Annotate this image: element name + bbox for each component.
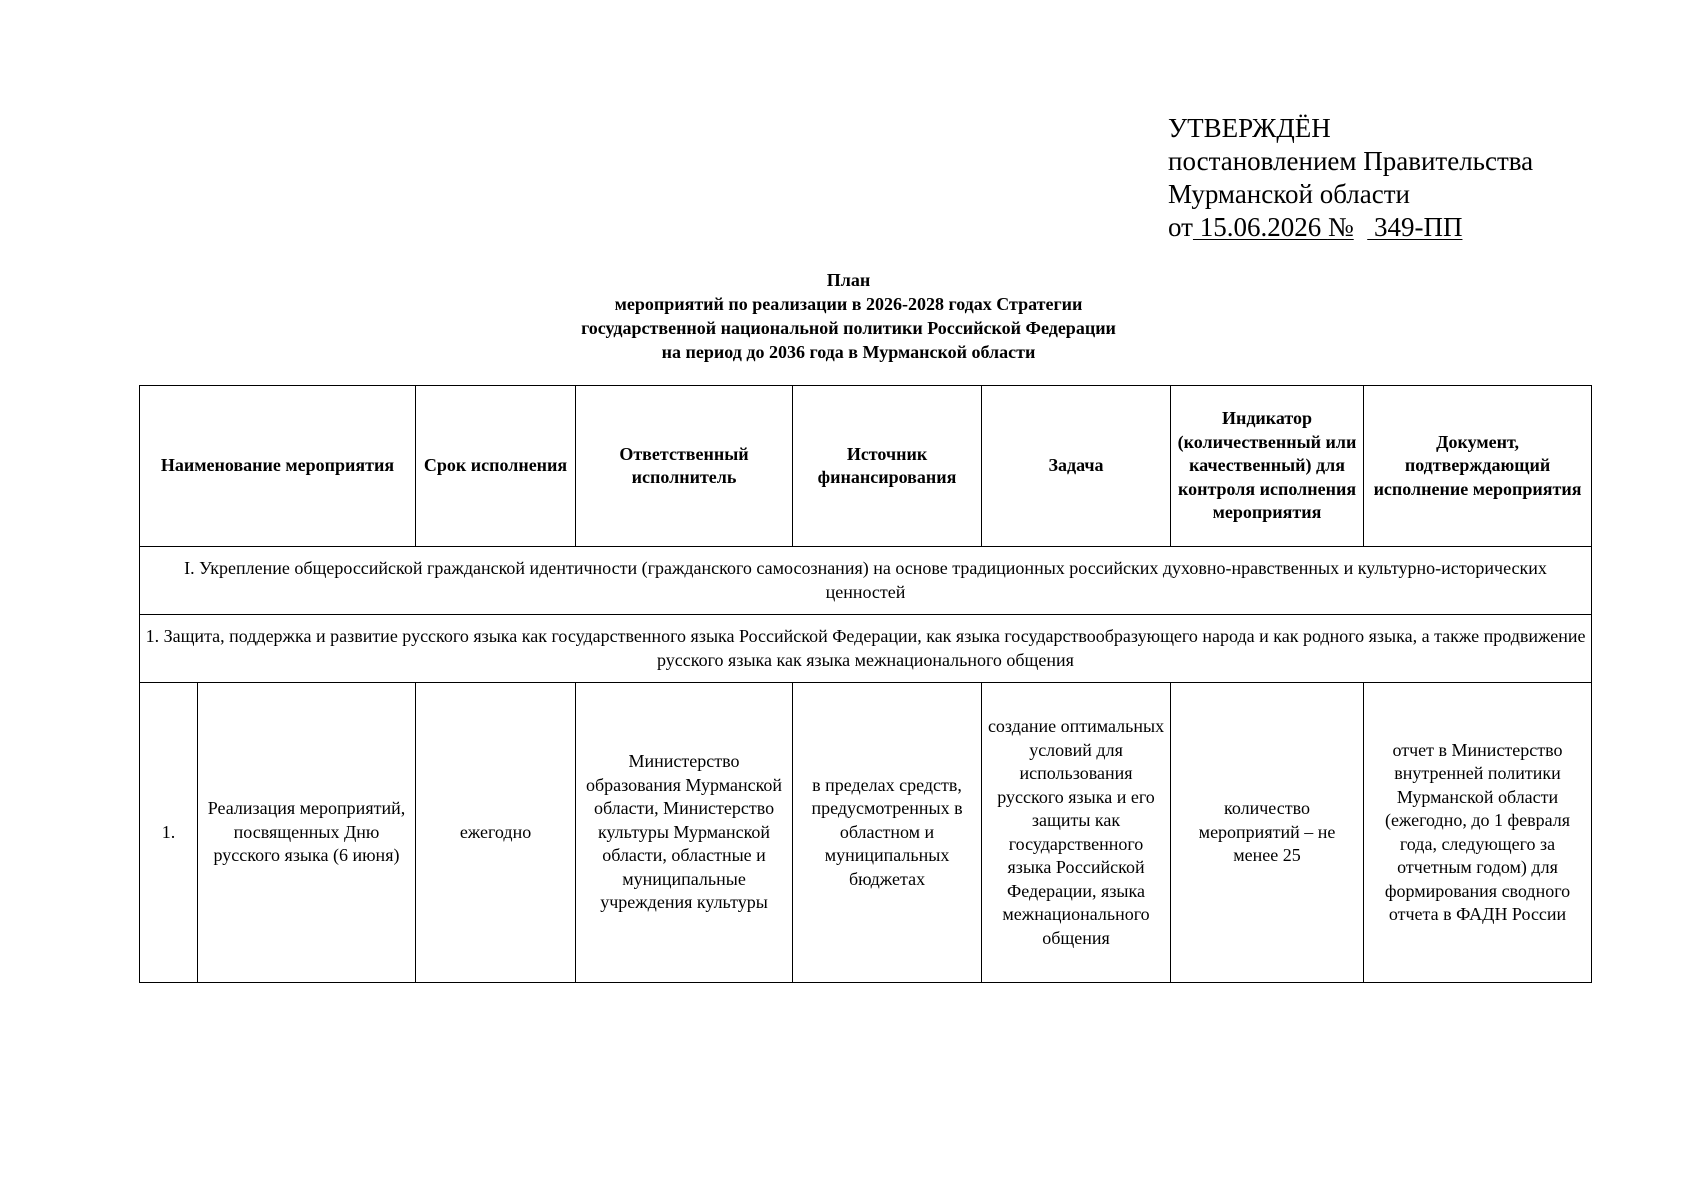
section-title: I. Укрепление общероссийской гражданской идентичности (гражданского самосознания) на основе традиционных российских духовно-нравственных и культурно-исторических ценностей (140, 547, 1592, 615)
header-term: Срок исполнения (416, 386, 576, 547)
plan-table (139, 385, 1592, 983)
document-title (0, 268, 1697, 364)
title-line-2: мероприятий по реализации в 2026-2028 годах Стратегии (614, 294, 1083, 314)
header-funding: Источник финансирования (793, 386, 982, 547)
section-row (140, 547, 1592, 615)
table-row (140, 683, 1592, 983)
approval-stamp (1168, 112, 1533, 244)
row-document: отчет в Министерство внутренней политики Мурманской области (ежегодно, до 1 февраля года, следующего за отчетным годом) для формирования сводного отчета в ФАДН России (1364, 683, 1592, 983)
approval-decree: постановлением Правительства (1168, 146, 1534, 176)
approval-number: 349-ПП (1367, 212, 1463, 242)
approval-number-sign: № (1327, 212, 1354, 242)
subsection-title: 1. Защита, поддержка и развитие русского языка как государственного языка Российской Федерации, как языка государствообразующего народа и как родного языка, а также продвижение русского языка как языка межнационального общения (140, 615, 1592, 683)
header-executor: Ответственный исполнитель (576, 386, 793, 547)
approval-region: Мурманской области (1168, 179, 1410, 209)
approval-date-line (1168, 211, 1533, 244)
title-line-4: на период до 2036 года в Мурманской области (661, 342, 1036, 362)
header-task: Задача (982, 386, 1171, 547)
header-indicator: Индикатор (количественный или качественный) для контроля исполнения мероприятия (1171, 386, 1364, 547)
title-line-1: План (826, 270, 871, 290)
approval-date: 15.06.2026 (1192, 212, 1328, 242)
approval-title: УТВЕРЖДЁН (1168, 113, 1331, 143)
row-term: ежегодно (416, 683, 576, 983)
row-indicator: количество мероприятий – не менее 25 (1171, 683, 1364, 983)
row-number: 1. (140, 683, 198, 983)
header-row (140, 386, 1592, 547)
row-task: создание оптимальных условий для использования русского языка и его защиты как государственного языка Российской Федерации, языка межнационального общения (982, 683, 1171, 983)
title-line-3: государственной национальной политики Российской Федерации (581, 318, 1116, 338)
approval-prefix: от (1168, 212, 1193, 242)
row-name: Реализация мероприятий, посвященных Дню русского языка (6 июня) (198, 683, 416, 983)
subsection-row (140, 615, 1592, 683)
row-executor: Министерство образования Мурманской области, Министерство культуры Мурманской области, областные и муниципальные учреждения культуры (576, 683, 793, 983)
row-funding: в пределах средств, предусмотренных в областном и муниципальных бюджетах (793, 683, 982, 983)
header-name: Наименование мероприятия (140, 386, 416, 547)
header-document: Документ, подтверждающий исполнение мероприятия (1364, 386, 1592, 547)
